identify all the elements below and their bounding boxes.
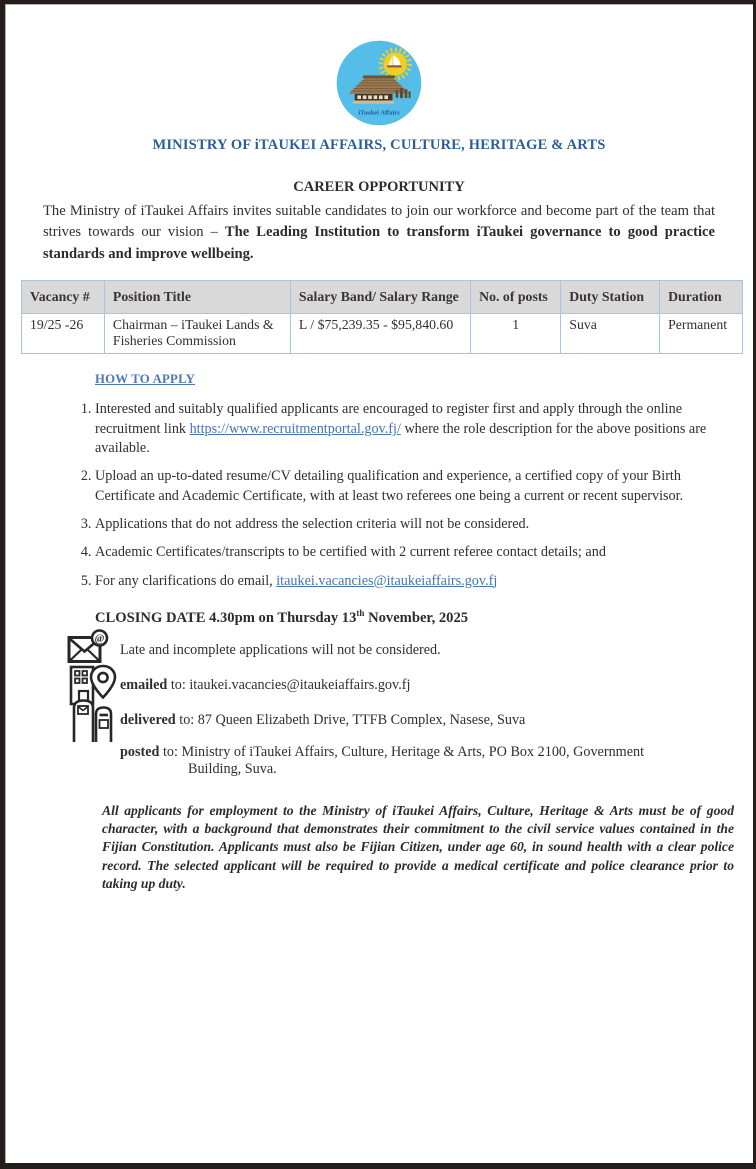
contact-section xyxy=(67,633,753,778)
item-text: Upload an up-to-dated resume/CV detailing qualification and experience, a certified copy of your Birth Certificate and Academic Certificate, with at least two referees one being a current or recent supervisor. xyxy=(95,468,684,504)
late-note-text: Late and incomplete applications will not be considered. xyxy=(120,641,441,658)
header-vacancy: Vacancy # xyxy=(22,281,105,314)
delivered-row xyxy=(67,703,753,738)
item-text: Interested and suitably qualified applicants are encouraged to register first and apply through the online recruitment link xyxy=(95,401,683,437)
intro-text: The Ministry of iTaukei Affairs invites suitable candidates to join our workforce and become part of the team that strives towards our vision – xyxy=(43,203,715,241)
posted-value: to: Ministry of iTaukei Affairs, Culture, Heritage & Arts, PO Box 2100, Government xyxy=(159,743,645,760)
mailbox-icon xyxy=(71,697,113,743)
posted-label: posted xyxy=(120,743,160,760)
late-note-row xyxy=(67,633,753,668)
vacancies-email-link[interactable]: itaukei.vacancies@itaukeiaffairs.gov.fj xyxy=(276,572,498,589)
cell-position-title: Chairman – iTaukei Lands & Fisheries Commission xyxy=(104,314,290,354)
header-salary: Salary Band/ Salary Range xyxy=(290,281,470,314)
emailed-value: to: itaukei.vacancies@itaukeiaffairs.gov.fj xyxy=(167,676,411,693)
emailed-text xyxy=(120,677,410,694)
table-header-row xyxy=(22,281,743,314)
cell-posts: 1 xyxy=(471,314,561,354)
item-text: For any clarifications do email, xyxy=(95,572,277,589)
delivered-label: delivered xyxy=(120,711,176,728)
list-item xyxy=(95,543,715,562)
item-text: Applications that do not address the selection criteria will not be considered. xyxy=(95,515,530,532)
vacancy-table xyxy=(21,280,743,354)
emailed-row xyxy=(67,668,753,703)
cell-vacancy-number: 19/25 -26 xyxy=(22,314,105,354)
eligibility-note: All applicants for employment to the Ministry of iTaukei Affairs, Culture, Heritage & Arts must be of good character, with a background that demonstrates their commitment to the civil service values contained in the Fijian Constitution. Applicants must also be Fijian Citizen, under age 60, in sound health with a clear police record. The selected applicant will be required to provide a medical certificate and police clearance prior to taking up duty. xyxy=(102,802,734,892)
ministry-logo-icon xyxy=(334,38,424,128)
closing-text: November, 2025 xyxy=(364,609,469,626)
intro-paragraph xyxy=(43,201,715,265)
cell-duration: Permanent xyxy=(660,314,743,354)
list-item xyxy=(95,467,715,506)
emailed-label: emailed xyxy=(120,676,168,693)
delivered-text xyxy=(120,712,525,729)
header-duty-station: Duty Station xyxy=(561,281,660,314)
header-duration: Duration xyxy=(660,281,743,314)
closing-date xyxy=(95,608,753,627)
career-opportunity-heading: CAREER OPPORTUNITY xyxy=(293,179,465,195)
list-item xyxy=(95,515,715,534)
logo-container xyxy=(5,38,753,128)
how-to-apply-heading: HOW TO APPLY xyxy=(95,372,196,387)
svg-text:@: @ xyxy=(94,633,105,645)
list-item xyxy=(95,572,715,591)
list-item xyxy=(95,400,715,458)
item-text: where the role description for the above positions are available. xyxy=(95,420,707,456)
apply-instructions-list xyxy=(5,400,715,591)
delivered-value: to: 87 Queen Elizabeth Drive, TTFB Complex, Nasese, Suva xyxy=(175,711,526,728)
header-posts: No. of posts xyxy=(471,281,561,314)
closing-text: CLOSING DATE 4.30pm on Thursday 13 xyxy=(95,609,357,626)
cell-duty-station: Suva xyxy=(561,314,660,354)
vision-statement: The Leading Institution to transform iTaukei governance to good practice standards and improve wellbeing. xyxy=(43,224,715,262)
table-row xyxy=(22,314,743,354)
ministry-title: MINISTRY OF iTAUKEI AFFAIRS, CULTURE, HERITAGE & ARTS xyxy=(152,137,606,153)
logo-caption: iTaukei Affairs xyxy=(358,109,400,117)
posted-text-line2: Building, Suva. xyxy=(188,760,277,777)
cell-salary: L / $75,239.35 - $95,840.60 xyxy=(290,314,470,354)
item-text: Academic Certificates/transcripts to be certified with 2 current referee contact details; and xyxy=(95,544,606,561)
posted-row xyxy=(67,744,753,778)
recruitment-portal-link[interactable]: https://www.recruitmentportal.gov.fj/ xyxy=(189,420,401,437)
header-position-title: Position Title xyxy=(104,281,290,314)
closing-ordinal: th xyxy=(356,607,365,618)
posted-text xyxy=(120,744,753,761)
